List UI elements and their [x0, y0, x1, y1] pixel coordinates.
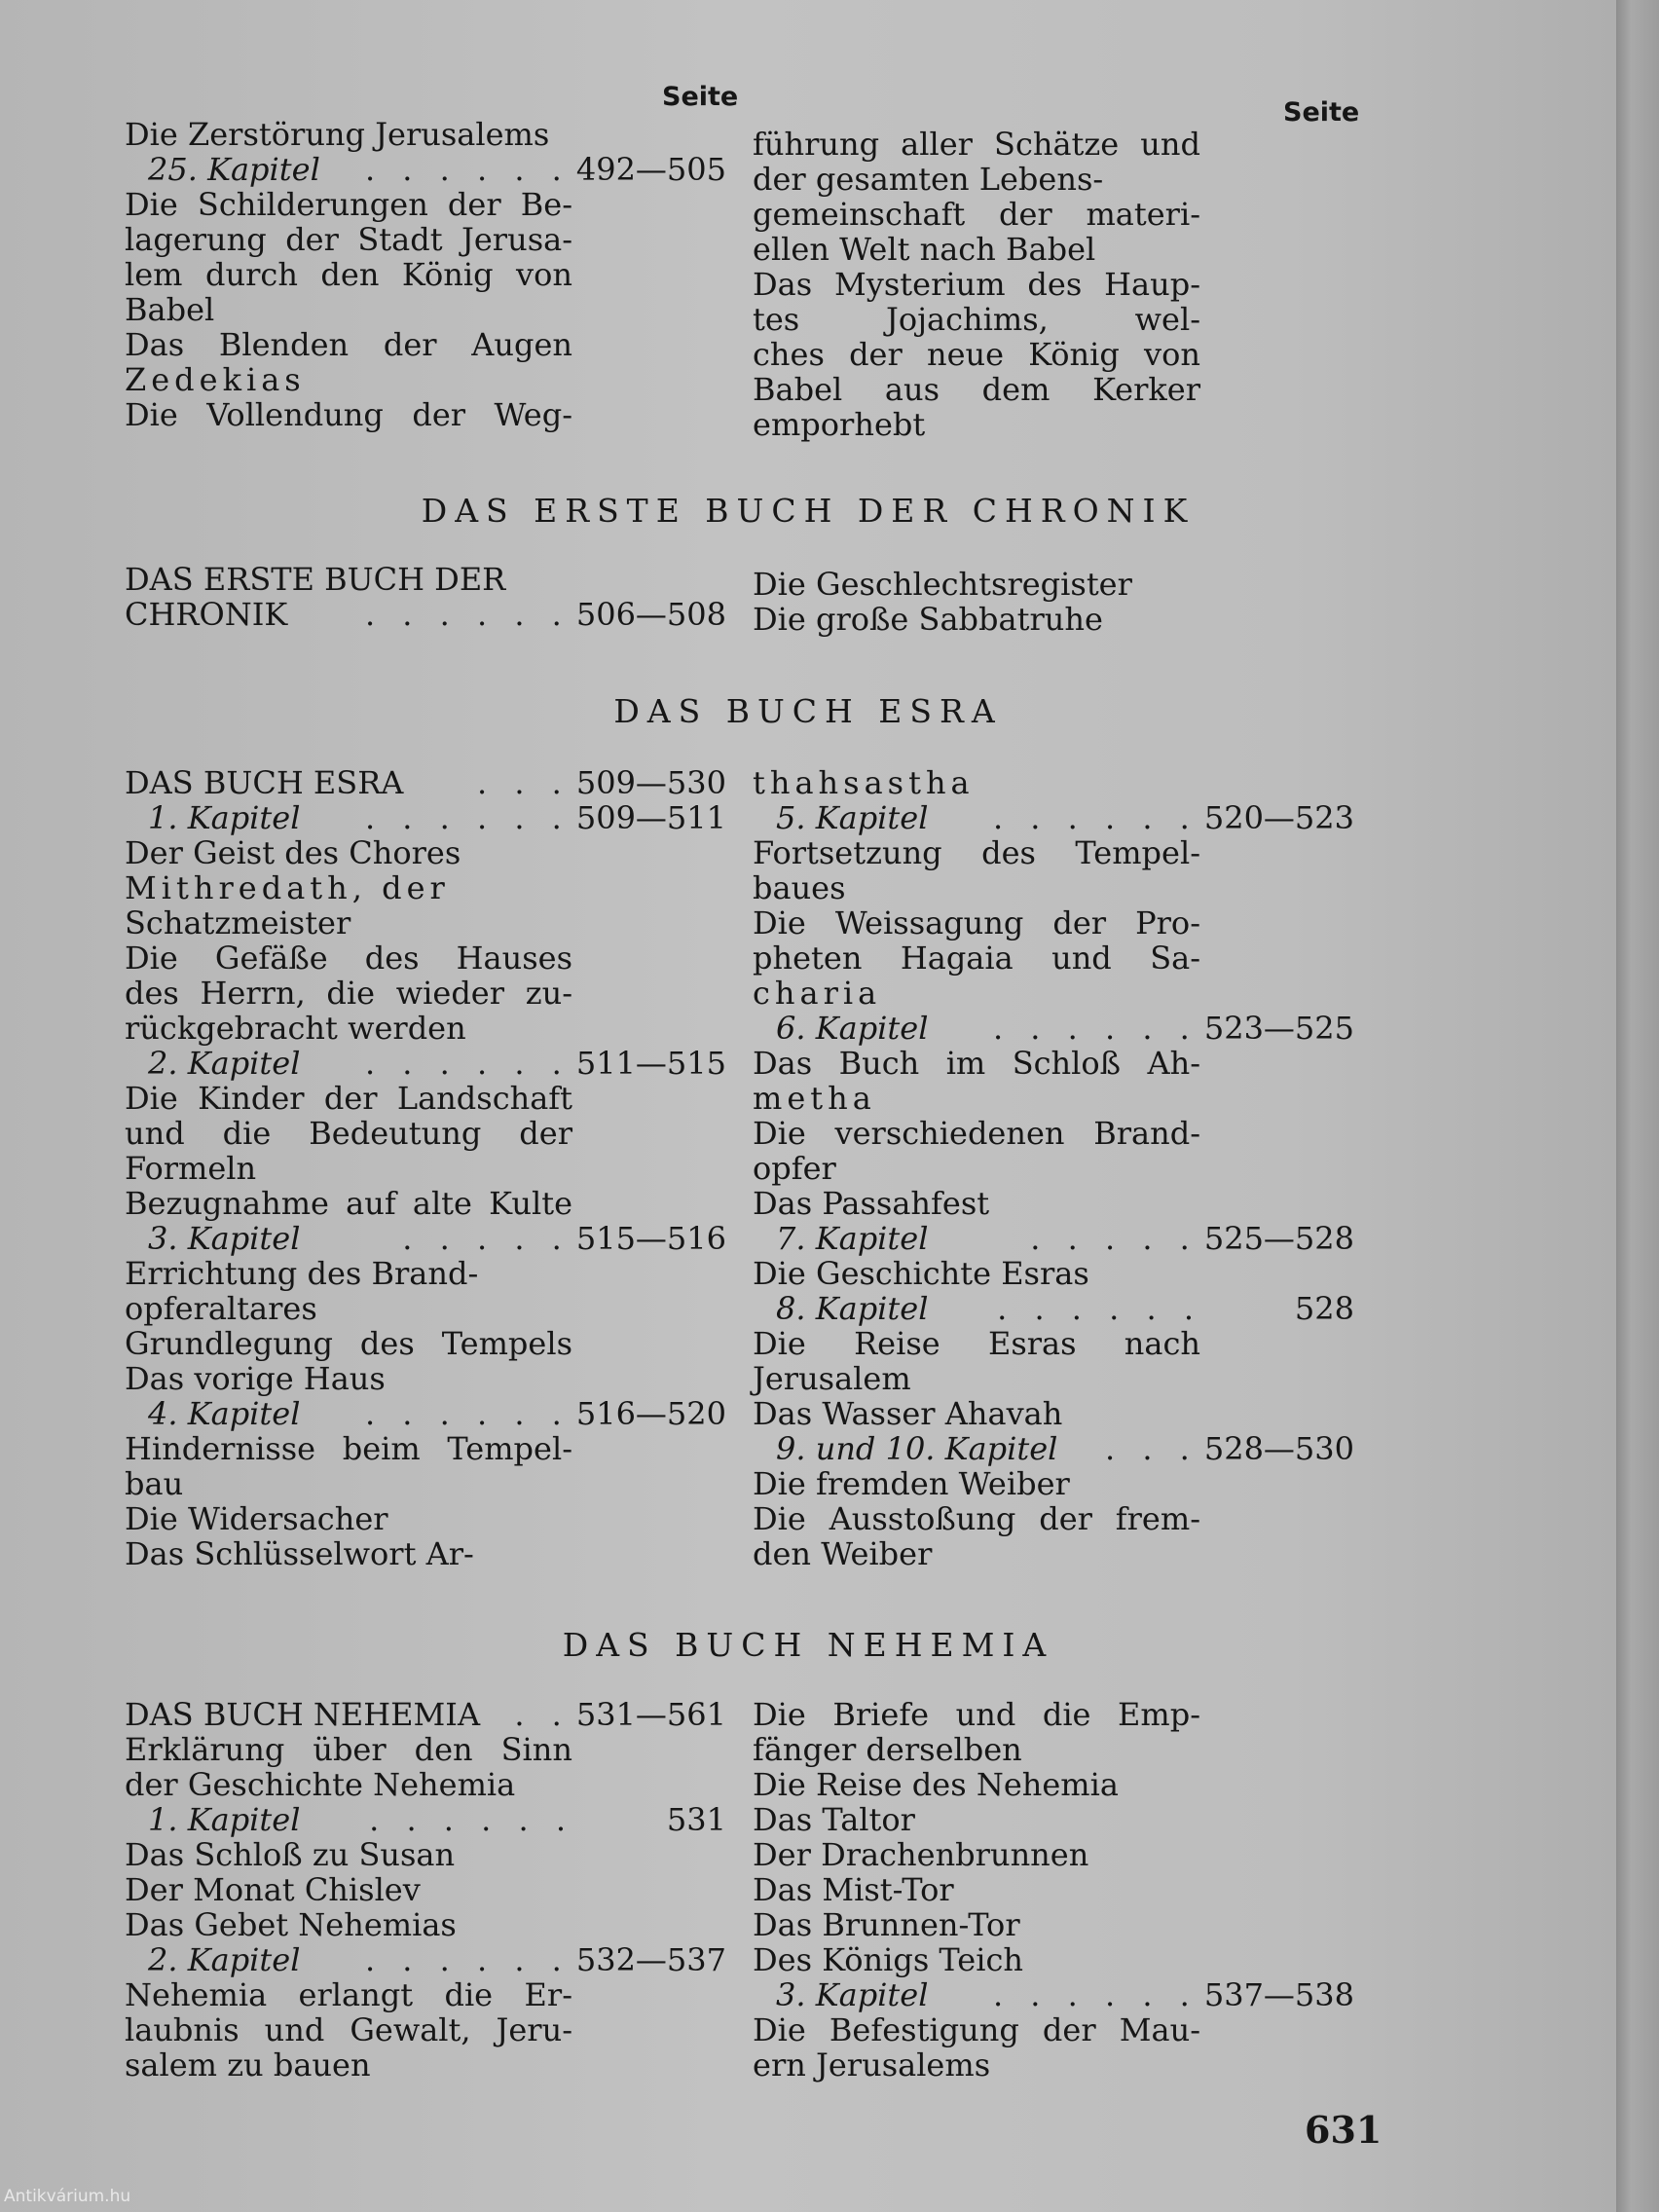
- toc-line: [753, 267, 1200, 302]
- page-range: 509—530: [575, 764, 726, 801]
- entry-text: metha: [753, 1080, 876, 1117]
- toc-line: [753, 1326, 1200, 1361]
- toc-line: [753, 372, 1200, 407]
- page-range: 537—538: [1203, 1976, 1354, 2013]
- leader-dots: . . .: [1104, 1431, 1198, 1466]
- toc-chapter-entry: [125, 152, 726, 187]
- toc-book-entry: [125, 597, 726, 632]
- entry-text: rückgebracht werden: [125, 1010, 466, 1047]
- page-range: 506—508: [575, 596, 726, 633]
- toc-line: [125, 1081, 572, 1116]
- leader-dots: . . . . . .: [997, 1291, 1202, 1326]
- entry-text: führung aller Schätze und: [753, 126, 1200, 163]
- toc-line: [753, 337, 1200, 372]
- toc-line: [753, 905, 1200, 940]
- toc-line: [753, 1396, 1200, 1431]
- toc-line: [753, 1837, 1200, 1872]
- toc-line: [125, 292, 572, 327]
- toc-line: [125, 397, 572, 432]
- toc-line: [753, 976, 1200, 1011]
- entry-text: Bezugnahme auf alte Kulte: [125, 1185, 572, 1222]
- toc-chapter-entry: [753, 1977, 1354, 2012]
- entry-text: und die Bedeutung der: [125, 1115, 572, 1152]
- toc-line: [753, 197, 1200, 232]
- entry-label: DAS BUCH NEHEMIA: [125, 1696, 481, 1733]
- page-range: 520—523: [1203, 799, 1354, 836]
- toc-line: [125, 1361, 572, 1396]
- entry-label: 2. Kapitel: [148, 1045, 301, 1082]
- entry-text: DAS ERSTE BUCH DER: [125, 561, 506, 598]
- entry-text: Das Brunnen-Tor: [753, 1906, 1020, 1943]
- entry-text: opferaltares: [125, 1290, 317, 1327]
- toc-chapter-entry: [125, 1942, 726, 1977]
- toc-line: [125, 1536, 572, 1571]
- section-2-right-column: [753, 567, 1473, 637]
- entry-text: emporhebt: [753, 406, 926, 443]
- toc-line: [125, 976, 572, 1011]
- entry-label: 25. Kapitel: [148, 151, 320, 188]
- entry-text: opfer: [753, 1150, 836, 1187]
- section-3-right-column: [753, 765, 1473, 1571]
- entry-text: Babel: [125, 291, 215, 328]
- page-range: 525—528: [1203, 1220, 1354, 1257]
- entry-text: thahsastha: [753, 764, 975, 801]
- leader-dots: . . . . . .: [992, 1011, 1198, 1046]
- entry-text: den Weiber: [753, 1535, 933, 1572]
- toc-line: [753, 1256, 1200, 1291]
- leader-dots: . . . . .: [1030, 1221, 1198, 1256]
- toc-line: [753, 1151, 1200, 1186]
- toc-line: [753, 1116, 1200, 1151]
- entry-text: Babel aus dem Kerker: [753, 371, 1200, 408]
- toc-line: [753, 1186, 1200, 1221]
- toc-line: [125, 1872, 572, 1907]
- leader-dots: . . . . . .: [364, 1396, 571, 1431]
- entry-text: Die verschiedenen Brand-: [753, 1115, 1200, 1152]
- toc-line: [125, 187, 572, 222]
- entry-text: Erklärung über den Sinn: [125, 1731, 572, 1768]
- entry-text: Das Gebet Nehemias: [125, 1906, 457, 1943]
- watermark: Antikvárium.hu: [4, 2187, 131, 2206]
- toc-chapter-entry: [753, 1011, 1354, 1046]
- toc-line: [125, 1256, 572, 1291]
- entry-text: Schatzmeister: [125, 904, 351, 941]
- entry-label: 4. Kapitel: [148, 1395, 301, 1432]
- toc-line: [125, 362, 572, 397]
- toc-line: [125, 1837, 572, 1872]
- section-3-left-column: [125, 765, 845, 1571]
- toc-book-entry: [125, 1697, 726, 1732]
- toc-line: [753, 765, 1200, 800]
- entry-text: ern Jerusalems: [753, 2046, 991, 2083]
- entry-text: der gesamten Lebens-: [753, 161, 1104, 198]
- entry-label: 7. Kapitel: [776, 1220, 929, 1257]
- entry-text: Die fremden Weiber: [753, 1465, 1070, 1502]
- toc-line: [753, 1697, 1200, 1732]
- entry-text: Die Widersacher: [125, 1500, 388, 1537]
- toc-line: [753, 567, 1200, 602]
- section-1-left-column: [125, 117, 845, 432]
- toc-chapter-entry: [753, 1291, 1354, 1326]
- entry-text: Die große Sabbatruhe: [753, 601, 1103, 638]
- toc-line: [125, 1151, 572, 1186]
- toc-book-entry: [125, 765, 726, 800]
- leader-dots: . . . . .: [402, 1221, 571, 1256]
- entry-text: Die Kinder der Landschaft: [125, 1080, 572, 1117]
- page-range: 509—511: [575, 799, 726, 836]
- toc-line: [753, 835, 1200, 870]
- leader-dots: . . . . . .: [364, 800, 571, 835]
- toc-line: [753, 602, 1200, 637]
- leader-dots: . . . . . .: [992, 1977, 1198, 2012]
- toc-line: [125, 1466, 572, 1501]
- heading-erste-buch-chronik: DAS ERSTE BUCH DER CHRONIK: [421, 492, 1196, 530]
- entry-text: Grundlegung des Tempels: [125, 1325, 572, 1362]
- heading-buch-nehemia: DAS BUCH NEHEMIA: [562, 1626, 1054, 1664]
- toc-chapter-entry: [125, 800, 726, 835]
- entry-label: 1. Kapitel: [148, 1801, 301, 1838]
- entry-text: Das Blenden der Augen: [125, 326, 572, 363]
- toc-line: [125, 2012, 572, 2047]
- entry-text: Die Gefäße des Hauses: [125, 940, 572, 977]
- entry-text: Die Befestigung der Mau-: [753, 2011, 1200, 2048]
- leader-dots: . . . . . .: [364, 596, 571, 633]
- leader-dots: . . . . . .: [369, 1802, 574, 1837]
- entry-text: der Geschichte Nehemia: [125, 1766, 516, 1803]
- toc-line: [753, 1767, 1200, 1802]
- toc-line: [753, 407, 1200, 442]
- toc-line: [753, 1907, 1200, 1942]
- entry-text: charia: [753, 975, 882, 1012]
- entry-text: Fortsetzung des Tempel-: [753, 834, 1200, 871]
- toc-line: [125, 1326, 572, 1361]
- entry-label: 3. Kapitel: [148, 1220, 301, 1257]
- page-range: 492—505: [575, 151, 726, 188]
- page-range: 516—520: [575, 1395, 726, 1432]
- entry-text: Formeln: [125, 1150, 257, 1187]
- toc-line: [753, 162, 1200, 197]
- toc-chapter-entry: [125, 1046, 726, 1081]
- page-range: 515—516: [575, 1220, 726, 1257]
- entry-text: Der Geist des Chores: [125, 834, 461, 871]
- entry-text: Die Geschichte Esras: [753, 1255, 1089, 1292]
- toc-line: [125, 562, 572, 597]
- entry-text: ellen Welt nach Babel: [753, 231, 1096, 268]
- entry-label: DAS BUCH ESRA: [125, 764, 404, 801]
- entry-text: baues: [753, 869, 846, 906]
- entry-text: Die Ausstoßung der frem-: [753, 1500, 1200, 1537]
- entry-text: Das vorige Haus: [125, 1360, 386, 1397]
- entry-text: Die Briefe und die Emp-: [753, 1696, 1200, 1733]
- page-range: 531: [666, 1801, 726, 1838]
- toc-line: [125, 1732, 572, 1767]
- leader-dots: . . .: [476, 764, 571, 801]
- section-1-right-column: [753, 127, 1473, 442]
- entry-text: Die Zerstörung Jerusalems: [125, 116, 550, 153]
- toc-line: [753, 1872, 1200, 1907]
- toc-line: [125, 222, 572, 257]
- entry-label: 2. Kapitel: [148, 1941, 301, 1978]
- heading-buch-esra: DAS BUCH ESRA: [613, 692, 1003, 730]
- entry-text: Des Königs Teich: [753, 1941, 1023, 1978]
- entry-text: Das Mist-Tor: [753, 1871, 954, 1908]
- toc-line: [753, 232, 1200, 267]
- entry-text: Die Reise Esras nach: [753, 1325, 1200, 1362]
- toc-line: [753, 1802, 1200, 1837]
- toc-line: [125, 1291, 572, 1326]
- page-range: 531—561: [575, 1696, 726, 1733]
- entry-text: Das Schloß zu Susan: [125, 1836, 456, 1873]
- entry-text: Das Passahfest: [753, 1185, 990, 1222]
- toc-chapter-entry: [753, 1431, 1354, 1466]
- entry-text: lagerung der Stadt Jerusa-: [125, 221, 572, 258]
- page-number: 631: [1305, 2108, 1382, 2152]
- section-4-right-column: [753, 1697, 1473, 2083]
- toc-line: [753, 2047, 1200, 2083]
- seite-label-left: Seite: [662, 82, 739, 112]
- entry-text: pheten Hagaia und Sa-: [753, 940, 1200, 977]
- toc-chapter-entry: [125, 1802, 726, 1837]
- seite-label-right: Seite: [1283, 97, 1360, 128]
- toc-line: [753, 1501, 1200, 1536]
- entry-text: Die Vollendung der Weg-: [125, 396, 572, 433]
- toc-line: [125, 870, 572, 905]
- section-2-left-column: [125, 562, 845, 632]
- entry-text: salem zu bauen: [125, 2046, 371, 2083]
- section-4-left-column: [125, 1697, 845, 2083]
- toc-line: [753, 940, 1200, 976]
- toc-line: [125, 117, 572, 152]
- toc-line: [125, 1186, 572, 1221]
- entry-text: Die Schilderungen der Be-: [125, 186, 572, 223]
- entry-label: CHRONIK: [125, 596, 288, 633]
- leader-dots: . . . . . .: [364, 152, 571, 187]
- page-range: 528—530: [1203, 1430, 1354, 1467]
- toc-line: [125, 1116, 572, 1151]
- entry-text: laubnis und Gewalt, Jeru-: [125, 2011, 572, 2048]
- leader-dots: . . . . . .: [364, 1046, 571, 1081]
- entry-text: tes Jojachims, wel-: [753, 301, 1200, 338]
- toc-line: [753, 1046, 1200, 1081]
- toc-line: [753, 870, 1200, 905]
- entry-text: Hindernisse beim Tempel-: [125, 1430, 572, 1467]
- toc-line: [753, 1732, 1200, 1767]
- entry-label: 3. Kapitel: [776, 1976, 929, 2013]
- entry-text: Nehemia erlangt die Er-: [125, 1976, 572, 2013]
- toc-line: [753, 1081, 1200, 1116]
- toc-line: [753, 1536, 1200, 1571]
- toc-line: [125, 1431, 572, 1466]
- entry-text: lem durch den König von: [125, 256, 572, 293]
- toc-line: [753, 1361, 1200, 1396]
- entry-text: Der Drachenbrunnen: [753, 1836, 1089, 1873]
- leader-dots: . . . . . .: [992, 800, 1198, 835]
- toc-line: [753, 2012, 1200, 2047]
- entry-label: 5. Kapitel: [776, 799, 929, 836]
- toc-line: [125, 1501, 572, 1536]
- entry-label: 9. und 10. Kapitel: [776, 1430, 1058, 1467]
- entry-label: 8. Kapitel: [776, 1290, 929, 1327]
- entry-text: Der Monat Chislev: [125, 1871, 421, 1908]
- entry-text: Das Buch im Schloß Ah-: [753, 1045, 1200, 1082]
- toc-line: [753, 1466, 1200, 1501]
- entry-text: Die Geschlechtsregister: [753, 566, 1132, 603]
- entry-text: des Herrn, die wieder zu-: [125, 975, 572, 1012]
- entry-text: Errichtung des Brand-: [125, 1255, 479, 1292]
- leader-dots: . .: [514, 1696, 571, 1733]
- page-range: 528: [1294, 1290, 1354, 1327]
- toc-line: [125, 327, 572, 362]
- toc-chapter-entry: [753, 800, 1354, 835]
- leader-dots: . . . . . .: [364, 1942, 571, 1977]
- toc-line: [125, 2047, 572, 2083]
- toc-chapter-entry: [125, 1221, 726, 1256]
- entry-label: 1. Kapitel: [148, 799, 301, 836]
- page-range: 532—537: [575, 1941, 726, 1978]
- toc-chapter-entry: [753, 1221, 1354, 1256]
- entry-text: Mithredath, der: [125, 869, 450, 906]
- entry-text: Jerusalem: [753, 1360, 911, 1397]
- page-edge-shadow: [1616, 0, 1659, 2212]
- entry-text: Das Schlüsselwort Ar-: [125, 1535, 474, 1572]
- entry-text: Die Reise des Nehemia: [753, 1766, 1119, 1803]
- toc-line: [125, 257, 572, 292]
- entry-label: 6. Kapitel: [776, 1010, 929, 1047]
- entry-text: Das Mysterium des Haup-: [753, 266, 1200, 303]
- page-range: 511—515: [575, 1045, 726, 1082]
- toc-line: [125, 1767, 572, 1802]
- entry-text: gemeinschaft der materi-: [753, 196, 1200, 233]
- toc-line: [125, 1011, 572, 1046]
- entry-text: Das Taltor: [753, 1801, 915, 1838]
- toc-line: [753, 127, 1200, 162]
- toc-line: [125, 835, 572, 870]
- entry-text: bau: [125, 1465, 184, 1502]
- entry-text: Die Weissagung der Pro-: [753, 904, 1200, 941]
- page-range: 523—525: [1203, 1010, 1354, 1047]
- toc-line: [753, 302, 1200, 337]
- entry-text: fänger derselben: [753, 1731, 1022, 1768]
- toc-line: [753, 1942, 1200, 1977]
- toc-chapter-entry: [125, 1396, 726, 1431]
- entry-text: ches der neue König von: [753, 336, 1200, 373]
- toc-line: [125, 940, 572, 976]
- toc-line: [125, 905, 572, 940]
- toc-line: [125, 1977, 572, 2012]
- toc-line: [125, 1907, 572, 1942]
- entry-text: Zedekias: [125, 361, 306, 398]
- entry-text: Das Wasser Ahavah: [753, 1395, 1063, 1432]
